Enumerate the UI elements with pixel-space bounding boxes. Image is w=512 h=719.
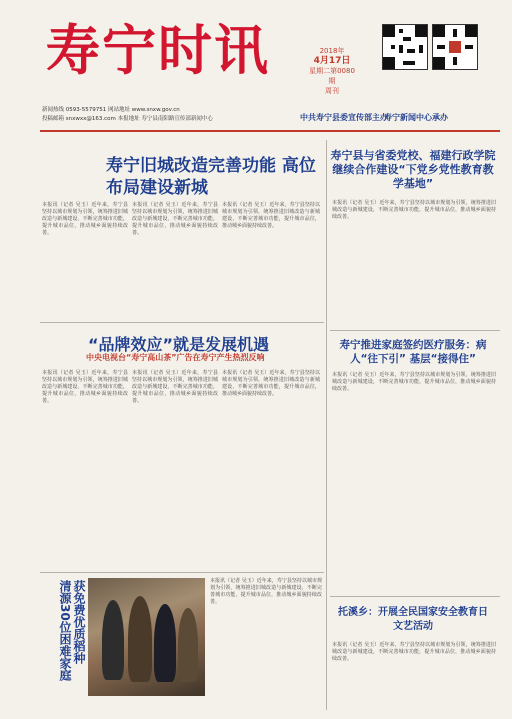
main-headline: 寿宁旧城改造完善功能 高位布局建设新城 [106,156,316,198]
masthead-divider [40,130,500,132]
bottom-right-headline: 托溪乡：开展全民国家安全教育日文艺活动 [338,607,488,632]
right-headline-2: 寿宁推进家庭签约医疗服务：病人“往下引” 基层“接得住” [339,339,487,365]
mid-subheadline: 中央电视台“寿宁高山茶”广告在寿宁产生热烈反响 [86,353,265,362]
masthead [0,0,512,104]
right-headline: 寿宁县与省委党校、福建行政学院继续合作建设“下党乡党性教育教学基地” [330,149,496,190]
right-article-2-body: 本报讯（记者 吴玉）近年来，寿宁县坚持以城市规划为引领，统筹推进旧城改造与新城建设，不断完善城市功能，提升城市品位，推动城乡面貌持续改善。 [332,372,496,392]
right-divider [330,330,500,331]
lower-divider [40,572,324,573]
contact-line-1: 新闻热线 0593-5579751 网站地址 www.snxw.gov.cn [42,107,180,113]
mid-article-col2: 本报讯（记者 吴玉）近年来，寿宁县坚持以城市规划为引领，统筹推进旧城改造与新城建设，不断完善城市功能，提升城市品位，推动城乡面貌持续改善。 [132,370,218,404]
issue-date-box [306,46,358,96]
mid-divider [40,322,324,323]
host-label: 中共寿宁县委宣传部主办 [300,113,388,122]
main-article-col2: 本报讯（记者 吴玉）近年来，寿宁县坚持以城市规划为引领，统筹推进旧城改造与新城建设，不断完善城市功能，提升城市品位，推动城乡面貌持续改善。 [132,202,218,236]
side-headline-col1: 获免费优质稻种 [72,580,86,664]
qr-code-icon [382,24,428,70]
main-article-col3: 本报讯（记者 吴玉）近年来，寿宁县坚持以城市规划为引领，统筹推进旧城改造与新城建设，不断完善城市功能，提升城市品位，推动城乡面貌持续改善。 [222,202,320,229]
bottom-right-body: 本报讯（记者 吴玉）近年来，寿宁县坚持以城市规划为引领，统筹推进旧城改造与新城建设，不断完善城市功能，提升城市品位，推动城乡面貌持续改善。 [332,642,496,662]
wechat-qr-code-icon [432,24,478,70]
issue-weekday: 星期二第0080期 [309,67,355,85]
main-article-col1: 本报讯（记者 吴玉）近年来，寿宁县坚持以城市规划为引领，统筹推进旧城改造与新城建设，不断完善城市功能，提升城市品位，推动城乡面貌持续改善。 [42,202,128,236]
organizer-label: 寿宁新闻中心承办 [384,113,448,122]
issue-type: 周刊 [325,87,339,95]
issue-year: 2018年 [319,47,345,55]
mid-article-col1: 本报讯（记者 吴玉）近年来，寿宁县坚持以城市规划为引领，统筹推进旧城改造与新城建设，不断完善城市功能，提升城市品位，推动城乡面貌持续改善。 [42,370,128,404]
right-article-body: 本报讯（记者 吴玉）近年来，寿宁县坚持以城市规划为引领，统筹推进旧城改造与新城建设，不断完善城市功能，提升城市品位，推动城乡面貌持续改善。 [332,200,496,220]
side-article-body: 本报讯（记者 吴玉）近年来，寿宁县坚持以城市规划为引领，统筹推进旧城改造与新城建设，不断完善城市功能，提升城市品位，推动城乡面貌持续改善。 [210,578,322,605]
newspaper-logo: 寿宁时讯 [46,18,270,82]
mid-article-col3: 本报讯（记者 吴玉）近年来，寿宁县坚持以城市规划为引领，统筹推进旧城改造与新城建设，不断完善城市功能，提升城市品位，推动城乡面貌持续改善。 [222,370,320,397]
column-divider [326,140,327,710]
mid-headline: “品牌效应”就是发展机遇 [88,335,270,354]
issue-date: 4月17日 [313,56,351,66]
contact-line-2: 投稿邮箱 snxwxx@163.com 本报地址 寿宁县南阳路宣传部新闻中心 [42,116,213,122]
masthead-contact-info [42,106,302,124]
side-headline-col2: 清源30位困难家庭 [58,580,72,681]
right-divider-2 [330,596,500,597]
news-photo [88,578,205,696]
